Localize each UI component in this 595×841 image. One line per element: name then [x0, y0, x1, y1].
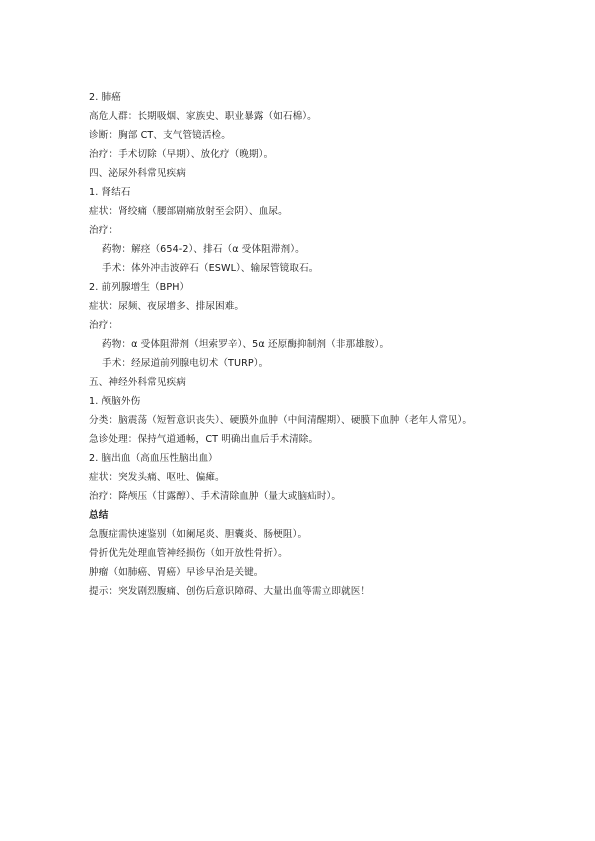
text-line: 治疗：手术切除（早期）、放化疗（晚期）。: [89, 149, 274, 160]
document-page: [89, 88, 559, 601]
text-line: 高危人群：长期吸烟、家族史、职业暴露（如石棉）。: [89, 111, 317, 122]
text-line: 急诊处理：保持气道通畅，CT 明确出血后手术清除。: [89, 434, 319, 445]
text-line: 急腹症需快速鉴别（如阑尾炎、胆囊炎、肠梗阻）。: [89, 529, 308, 540]
heading-head-trauma: 1. 颅脑外伤: [89, 396, 141, 407]
text-line: 症状：突发头痛、呕吐、偏瘫。: [89, 472, 225, 483]
tip-text: 提示：突发剧烈腹痛、创伤后意识障碍、大量出血等需立即就医！: [89, 586, 371, 597]
text-line: 治疗：: [89, 320, 119, 331]
heading-lung-cancer: 2. 肺癌: [89, 92, 121, 103]
text-line-indented: 药物：解痉（654-2）、排石（α 受体阻滞剂）。: [102, 244, 305, 255]
text-line-indented: 手术：经尿道前列腺电切术（TURP）。: [102, 358, 269, 369]
text-line: 骨折优先处理血管神经损伤（如开放性骨折）。: [89, 548, 288, 559]
text-line-indented: 药物：α 受体阻滞剂（坦索罗辛）、5α 还原酶抑制剂（非那雄胺）。: [102, 339, 390, 350]
text-line: 症状：尿频、夜尿增多、排尿困难。: [89, 301, 245, 312]
text-line: 治疗：: [89, 225, 119, 236]
section-heading-urology: 四、泌尿外科常见疾病: [89, 168, 186, 179]
heading-cerebral-hemorrhage: 2. 脑出血（高血压性脑出血）: [89, 453, 218, 464]
text-line: 症状：肾绞痛（腰部剧痛放射至会阴）、血尿。: [89, 206, 288, 217]
heading-bph: 2. 前列腺增生（BPH）: [89, 282, 190, 293]
section-heading-neurosurgery: 五、神经外科常见疾病: [89, 377, 186, 388]
text-line: 诊断：胸部 CT、支气管镜活检。: [89, 130, 231, 141]
text-line: 治疗：降颅压（甘露醇）、手术清除血肿（量大或脑疝时）。: [89, 491, 342, 502]
text-line-indented: 手术：体外冲击波碎石（ESWL）、输尿管镜取石。: [102, 263, 319, 274]
text-line: 分类：脑震荡（短暂意识丧失）、硬膜外血肿（中间清醒期）、硬膜下血肿（老年人常见）。: [89, 415, 473, 426]
heading-kidney-stone: 1. 肾结石: [89, 187, 131, 198]
summary-heading: 总结: [89, 510, 109, 521]
text-line: 肿瘤（如肺癌、胃癌）早诊早治是关键。: [89, 567, 264, 578]
